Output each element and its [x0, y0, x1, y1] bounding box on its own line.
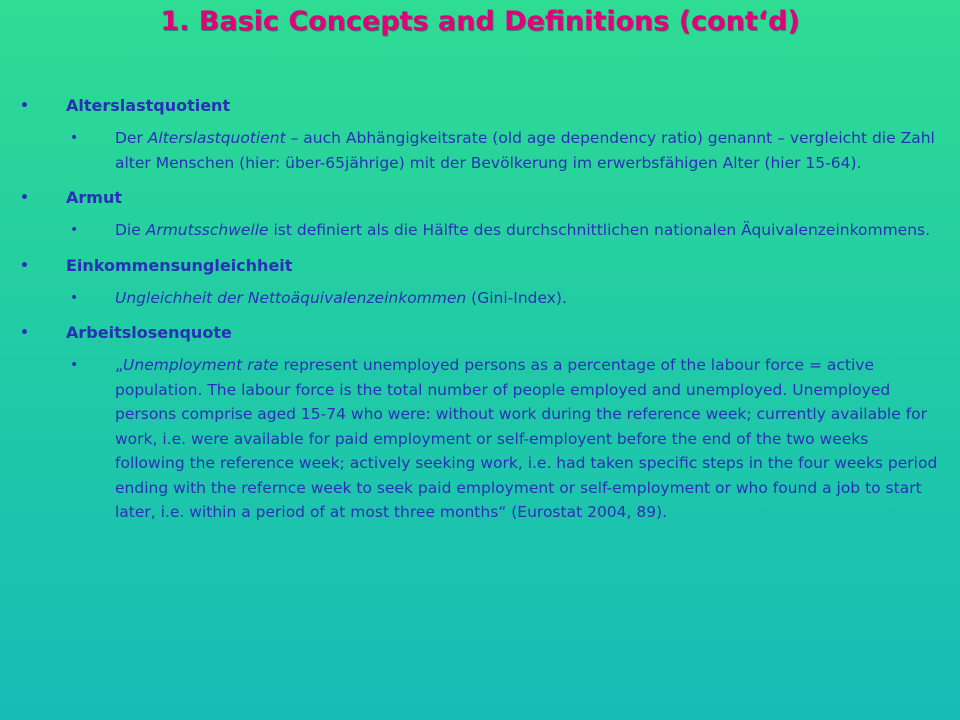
item-definition [0, 286, 960, 311]
heading-text: Alterslastquotient [66, 96, 231, 115]
bullet-icon: • [70, 357, 79, 373]
definition-post: – auch Abhängigkeitsrate (old age dependency ratio) genannt – vergleicht die Zahl alter Menschen (hier: über-65jährige) mit der Bevölkerung im erwerbsfähigen Alter (hier 15-64). [115, 129, 935, 172]
item-definition [0, 126, 960, 175]
item-heading [0, 254, 960, 278]
bullet-icon: • [70, 222, 79, 238]
bullet-icon: • [20, 190, 29, 206]
definition-post: ist definiert als die Hälfte des durchschnittlichen nationalen Äquivalenzeinkommens. [268, 221, 931, 239]
definition-post: represent unemployed persons as a percentage of the labour force = active population. The labour force is the total number of people employed and unemployed. Unemployed persons comprise aged 15-74 who were: without work during the reference week; currently available for work, i.e. were available for paid employment or self-employent before the end of the two weeks following the reference week; actively seeking work, i.e. had taken specific steps in the four weeks period ending with the refernce week to seek paid employment or self-employment or who found a job to start later, i.e. within a period of at most three months“ (Eurostat 2004, 89). [115, 356, 938, 521]
definition-post: (Gini-Index). [466, 288, 567, 307]
bullet-icon: • [70, 130, 79, 146]
item-definition [0, 353, 960, 525]
item-heading [0, 186, 960, 210]
item-heading [0, 94, 960, 118]
bullet-icon: • [70, 289, 79, 306]
definition-term: Alterslastquotient [147, 129, 286, 147]
item-einkommensungleichheit [0, 254, 960, 311]
bullet-icon: • [20, 257, 29, 274]
heading-text: Einkommensungleichheit [66, 255, 293, 275]
heading-text: Arbeitslosenquote [66, 323, 232, 342]
definition-pre: Der [115, 129, 148, 147]
heading-text: Armut [66, 188, 122, 207]
bullet-icon: • [20, 98, 29, 114]
definition-term: Unemployment rate [123, 356, 279, 374]
item-heading [0, 321, 960, 345]
item-definition [0, 218, 960, 243]
item-alterslastquotient [0, 94, 960, 175]
definition-term: Armutsschwelle [145, 221, 269, 239]
slide-content [0, 94, 960, 536]
definition-pre: Die [115, 221, 146, 239]
slide-title: 1. Basic Concepts and Definitions (cont‘d) [160, 6, 800, 37]
bullet-icon: • [20, 325, 29, 341]
item-arbeitslosenquote [0, 321, 960, 525]
definition-pre: „ [115, 356, 124, 374]
definition-term: Ungleichheit der Nettoäquivalenzeinkommen [115, 288, 467, 307]
item-armut [0, 186, 960, 243]
